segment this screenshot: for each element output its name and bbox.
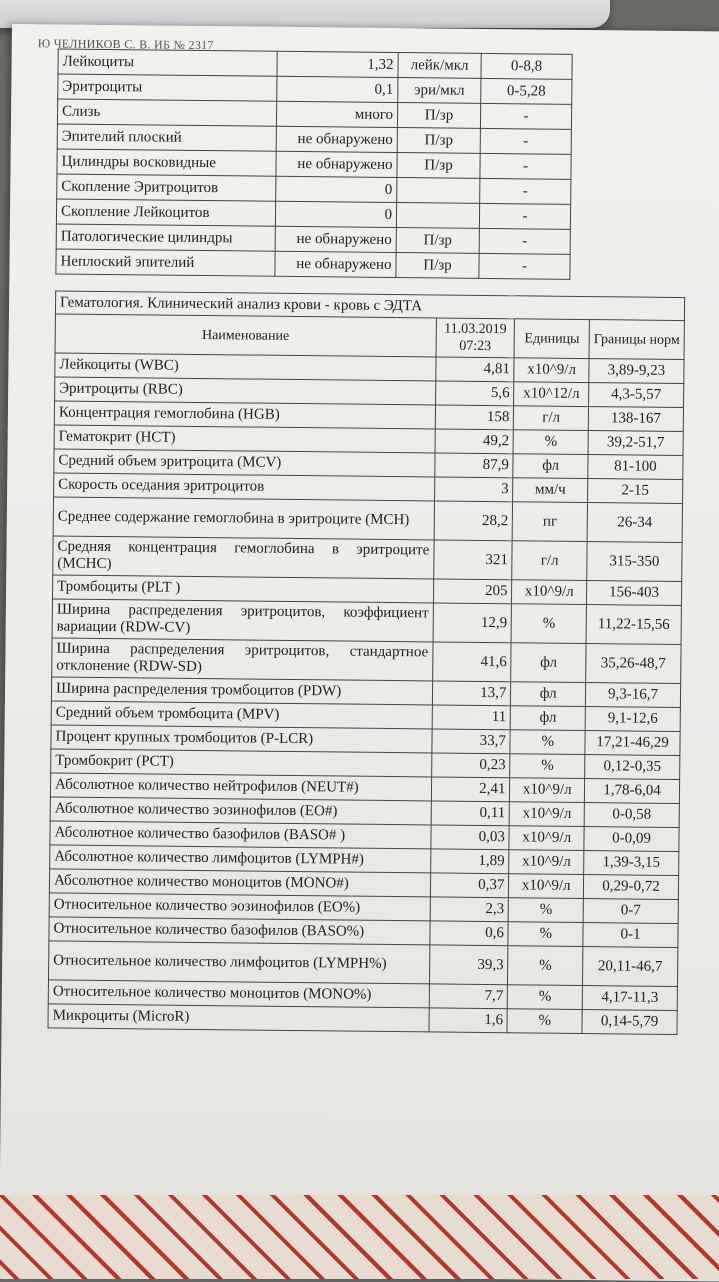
test-value: много: [276, 101, 397, 127]
table-row: [48, 941, 677, 987]
test-unit: [397, 178, 480, 204]
col-ref-header: Границы норм: [589, 320, 684, 360]
test-name: Неплоский эпителий: [56, 249, 275, 276]
table-row: [52, 599, 681, 645]
test-reference: 0,29-0,72: [583, 875, 678, 900]
test-unit: x10^9/л: [512, 580, 587, 605]
test-value: 321: [433, 540, 512, 580]
test-name: Относительное количество моноцитов (MONO%): [48, 980, 429, 1008]
test-name: Микроциты (MicroR): [48, 1004, 429, 1032]
test-reference: 0-7: [583, 899, 678, 924]
test-value: 13,7: [432, 681, 511, 706]
test-unit: x10^9/л: [509, 874, 584, 899]
patient-header: Ю ЧЕЛНИКОВ С. В. ИБ № 2317: [37, 36, 214, 53]
tablecloth: [0, 1195, 719, 1279]
test-name: Ширина распределения эритроцитов, стандартное отклонение (RDW-SD): [52, 638, 433, 681]
test-name: Абсолютное количество моноцитов (MONO#): [49, 869, 430, 897]
test-reference: 39,2-51,7: [588, 431, 683, 456]
test-name: Цилиндры восковидные: [57, 149, 276, 176]
test-value: не обнаружено: [275, 251, 396, 277]
lab-report-page: [0, 24, 719, 1282]
test-value: 0,11: [431, 801, 510, 826]
test-reference: -: [479, 253, 570, 279]
test-name: Относительное количество лимфоцитов (LYMPH%): [48, 941, 429, 984]
test-reference: 81-100: [588, 455, 683, 480]
hematology-header-row: [55, 314, 684, 360]
test-unit: П/зр: [397, 128, 480, 154]
table-row: [53, 536, 682, 582]
test-value: 4,81: [436, 357, 515, 382]
test-unit: %: [508, 985, 583, 1010]
test-reference: 9,3-16,7: [585, 683, 680, 708]
test-reference: 0-0,09: [584, 827, 679, 852]
test-name: Лейкоциты (WBC): [55, 353, 436, 381]
test-unit: %: [512, 604, 587, 644]
test-value: 12,9: [433, 603, 512, 643]
test-value: 41,6: [432, 642, 511, 682]
test-value: 0: [276, 176, 397, 202]
test-reference: -: [480, 103, 571, 129]
test-reference: 4,3-5,57: [589, 383, 684, 408]
test-reference: 156-403: [586, 581, 681, 606]
test-name: Эритроциты: [58, 74, 277, 101]
test-unit: фл: [513, 454, 588, 479]
test-reference: -: [479, 203, 570, 229]
test-value: 2,41: [431, 777, 510, 802]
test-value: 3: [434, 477, 513, 502]
hematology-table: [47, 290, 685, 1035]
test-unit: фл: [511, 643, 586, 683]
test-name: Ширина распределения эритроцитов, коэффициент вариации (RDW-CV): [52, 599, 433, 642]
test-value: 0: [275, 201, 396, 227]
test-unit: %: [510, 754, 585, 779]
test-reference: 1,78-6,04: [584, 779, 679, 804]
test-unit: %: [509, 898, 584, 923]
test-unit: фл: [511, 682, 586, 707]
test-value: 0,03: [431, 825, 510, 850]
test-unit: x10^9/л: [514, 358, 589, 383]
test-value: 0,1: [277, 76, 398, 102]
test-name: Процент крупных тромбоцитов (P-LCR): [51, 725, 432, 753]
test-reference: 0-1: [583, 923, 678, 948]
test-name: Патологические цилиндры: [56, 224, 275, 251]
test-reference: 0-8,8: [481, 53, 572, 79]
test-reference: 0-5,28: [481, 78, 572, 104]
test-value: 87,9: [435, 453, 514, 478]
test-unit: x10^9/л: [509, 826, 584, 851]
test-value: 11: [432, 705, 511, 730]
test-unit: П/зр: [397, 103, 480, 129]
test-value: 49,2: [435, 429, 514, 454]
test-name: Эпителий плоский: [57, 124, 276, 151]
test-value: 7,7: [429, 984, 508, 1009]
test-name: Среднее содержание гемоглобина в эритроците (MCH): [53, 497, 434, 540]
test-unit: эри/мкл: [398, 78, 481, 104]
test-value: 205: [433, 579, 512, 604]
test-unit: %: [508, 946, 583, 986]
test-value: не обнаружено: [275, 226, 396, 252]
laptop-edge: [0, 0, 610, 28]
test-reference: 315-350: [587, 542, 682, 582]
test-value: 1,32: [277, 51, 398, 77]
test-value: 2,3: [430, 897, 509, 922]
test-name: Абсолютное количество эозинофилов (EO#): [50, 797, 431, 825]
test-reference: 2-15: [588, 479, 683, 504]
test-reference: 0,12-0,35: [585, 755, 680, 780]
test-unit: [396, 203, 479, 229]
test-name: Абсолютное количество лимфоцитов (LYMPH#): [50, 845, 431, 873]
test-unit: %: [508, 922, 583, 947]
test-value: 0,6: [430, 921, 509, 946]
test-name: Средняя концентрация гемоглобина в эритроците (MCHC): [53, 536, 434, 579]
test-value: не обнаружено: [276, 151, 397, 177]
test-reference: 35,26-48,7: [586, 644, 681, 684]
test-name: Скорость оседания эритроцитов: [54, 473, 435, 501]
test-unit: г/л: [514, 406, 589, 431]
col-units-header: Единицы: [514, 319, 589, 359]
test-reference: 26-34: [587, 503, 682, 543]
col-date-header: 11.03.2019 07:23: [436, 318, 515, 358]
test-reference: -: [479, 228, 570, 254]
test-name: Концентрация гемоглобина (HGB): [54, 401, 435, 429]
test-reference: 1,39-3,15: [584, 851, 679, 876]
test-name: Относительное количество базофилов (BASO%): [49, 917, 430, 945]
test-name: Средний объем эритроцита (MCV): [54, 449, 435, 477]
test-name: Ширина распределения тромбоцитов (PDW): [51, 677, 432, 705]
test-name: Скопление Эритроцитов: [57, 174, 276, 201]
test-value: 0,37: [430, 873, 509, 898]
test-value: 158: [435, 405, 514, 430]
test-reference: 9,1-12,6: [585, 707, 680, 732]
test-reference: 17,21-46,29: [585, 731, 680, 756]
urinalysis-table: [55, 48, 572, 279]
table-row: [56, 249, 570, 279]
test-name: Абсолютное количество базофилов (BASO# ): [50, 821, 431, 849]
test-reference: 0,14-5,79: [582, 1010, 677, 1035]
test-name: Лейкоциты: [58, 49, 277, 76]
table-row: [52, 638, 681, 684]
test-unit: %: [507, 1009, 582, 1034]
test-reference: 4,17-11,3: [582, 986, 677, 1011]
test-unit: x10^9/л: [509, 850, 584, 875]
test-unit: г/л: [512, 541, 587, 581]
test-name: Относительное количество эозинофилов (EO%): [49, 893, 430, 921]
test-unit: мм/ч: [513, 478, 588, 503]
test-name: Средний объем тромбоцита (MPV): [51, 701, 432, 729]
test-value: 33,7: [432, 729, 511, 754]
test-reference: 20,11-46,7: [583, 947, 678, 987]
test-value: 0,23: [431, 753, 510, 778]
test-unit: лейк/мкл: [398, 53, 481, 79]
test-reference: 0-0,58: [584, 803, 679, 828]
test-name: Эритроциты (RBC): [55, 377, 436, 405]
test-reference: 11,22-15,56: [586, 605, 681, 645]
test-value: 1,89: [430, 849, 509, 874]
test-name: Гематокрит (HCT): [54, 425, 435, 453]
test-unit: пг: [513, 502, 588, 542]
test-reference: 138-167: [588, 407, 683, 432]
test-value: 1,6: [429, 1008, 508, 1033]
test-unit: %: [510, 730, 585, 755]
test-value: 39,3: [429, 945, 508, 985]
test-reference: -: [480, 128, 571, 154]
table-row: [53, 497, 682, 543]
test-value: 28,2: [434, 501, 513, 541]
test-reference: 3,89-9,23: [589, 359, 684, 384]
col-name-header: Наименование: [55, 314, 436, 357]
test-unit: фл: [511, 706, 586, 731]
test-unit: %: [513, 430, 588, 455]
test-reference: -: [480, 153, 571, 179]
test-unit: x10^9/л: [510, 802, 585, 827]
test-unit: П/зр: [396, 228, 479, 254]
hematology-title: Гематология. Клинический анализ крови - кровь с ЭДТА: [55, 291, 684, 321]
test-unit: x10^9/л: [510, 778, 585, 803]
test-name: Слизь: [57, 99, 276, 126]
test-reference: -: [480, 178, 571, 204]
test-name: Тромбокрит (PCT): [51, 749, 432, 777]
test-value: 5,6: [435, 381, 514, 406]
test-unit: x10^12/л: [514, 382, 589, 407]
test-name: Скопление Лейкоцитов: [56, 199, 275, 226]
test-unit: П/зр: [397, 153, 480, 179]
test-unit: П/зр: [396, 253, 479, 279]
test-name: Тромбоциты (PLT ): [52, 575, 433, 603]
test-name: Абсолютное количество нейтрофилов (NEUT#): [50, 773, 431, 801]
test-value: не обнаружено: [276, 126, 397, 152]
